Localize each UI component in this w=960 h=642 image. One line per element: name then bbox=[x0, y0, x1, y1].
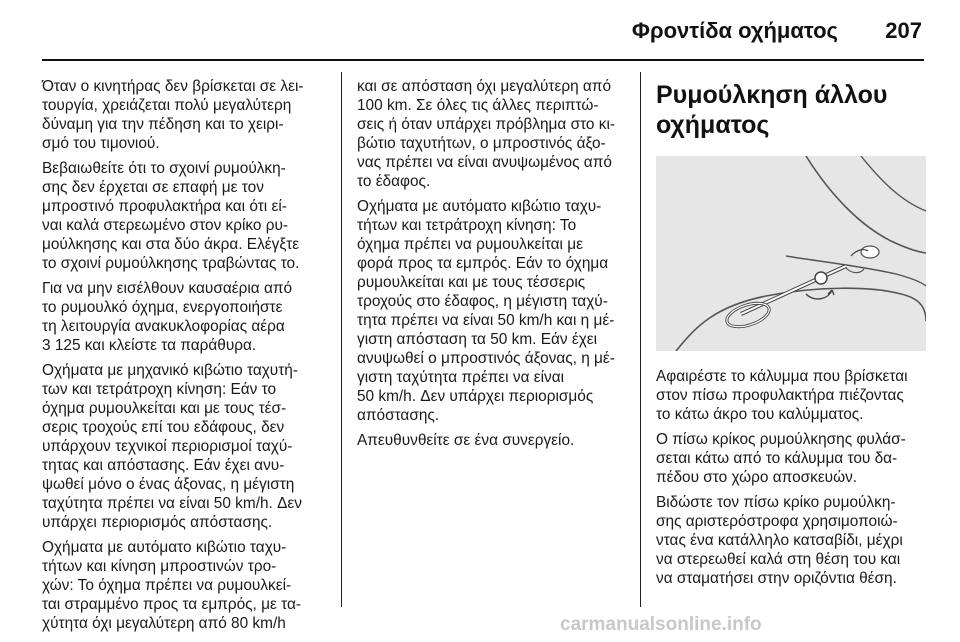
paragraph bbox=[42, 538, 326, 633]
text-line: τουργία, χρειάζεται πολύ μεγαλύτερη bbox=[42, 97, 292, 114]
paragraph bbox=[357, 77, 625, 191]
text-line: όχημα ρυμουλκείται και με τους τέσ- bbox=[42, 400, 287, 417]
text-line: απόστασης. bbox=[357, 407, 440, 424]
text-line: γιστη απόσταση τα 50 km. Εάν έχει bbox=[357, 331, 598, 348]
page-title: Φροντίδα οχήματος bbox=[631, 18, 838, 43]
paragraph bbox=[357, 431, 625, 450]
text-line: Ο πίσω κρίκος ρυμούλκησης φυλάσ- bbox=[656, 431, 906, 448]
paragraph bbox=[42, 77, 326, 153]
column-divider bbox=[640, 72, 641, 607]
text-column-1 bbox=[42, 77, 326, 639]
text-line: Οχήματα με αυτόματο κιβώτιο ταχυ- bbox=[42, 539, 287, 556]
text-line: στον πίσω προφυλακτήρα πιέζοντας bbox=[656, 387, 904, 404]
text-line: σεται κάτω από το κάλυμμα του δα- bbox=[656, 450, 898, 467]
text-line: σης δεν έρχεται σε επαφή με τον bbox=[42, 179, 264, 196]
text-line: να σταματήσει στην οριζόντια θέση. bbox=[656, 570, 897, 587]
cross-reference-link[interactable]: 3 125 και κλείστε τα παράθυρα. bbox=[42, 337, 257, 354]
paragraph bbox=[42, 159, 326, 273]
text-line: σμό του τιμονιού. bbox=[42, 135, 160, 152]
text-line: και σε απόσταση όχι μεγαλύτερη από bbox=[357, 78, 611, 95]
text-line: των και τετράτροχη κίνηση: Εάν το bbox=[42, 381, 277, 398]
text-line: τη λειτουργία ανακυκλοφορίας αέρα bbox=[42, 318, 285, 335]
text-line: σης αριστερόστροφα χρησιμοποιώ- bbox=[656, 513, 898, 530]
text-line: Βιδώστε τον πίσω κρίκο ρυμούλκη- bbox=[656, 494, 896, 511]
text-line: ντας ένα κατάλληλο κατσαβίδι, μέχρι bbox=[656, 532, 903, 549]
text-line: φορά προς τα εμπρός. Εάν το όχημα bbox=[357, 255, 609, 272]
text-line: 50 km/h. Δεν υπάρχει περιορισμός bbox=[357, 388, 594, 405]
text-line: όχημα πρέπει να ρυμουλκείται με bbox=[357, 236, 583, 253]
text-line: πέδου στο χώρο αποσκευών. bbox=[656, 469, 858, 486]
text-line: ρυμουλκείται και με τους τέσσερις bbox=[357, 274, 586, 291]
text-line: βώτιο ταχυτήτων, ο μπροστινός άξο- bbox=[357, 135, 606, 152]
text-line: το κάτω άκρο του καλύμματος. bbox=[656, 406, 864, 423]
text-line: νας πρέπει να είναι ανυψωμένος από bbox=[357, 154, 612, 171]
text-line: ται στραμμένο προς τα εμπρός, με τα- bbox=[42, 596, 301, 613]
text-line: τήτων και κίνηση μπροστινών τρο- bbox=[42, 558, 277, 575]
text-line: ανυψωθεί ο μπροστινός άξονας, η μέ- bbox=[357, 350, 615, 367]
text-line: το έδαφος. bbox=[357, 173, 431, 190]
text-line: σερις τροχούς επί του εδάφους, δεν bbox=[42, 419, 285, 436]
text-line: ναι καλά στερεωμένο στον κρίκο ρυ- bbox=[42, 217, 289, 234]
text-line: Βεβαιωθείτε ότι το σχοινί ρυμούλκη- bbox=[42, 160, 286, 177]
paragraph bbox=[42, 279, 326, 355]
text-line: Οχήματα με μηχανικό κιβώτιο ταχυτή- bbox=[42, 362, 298, 379]
text-line: Απευθυνθείτε σε ένα συνεργείο. bbox=[357, 432, 575, 449]
text-line: να στερεωθεί καλά στη θέση του και bbox=[656, 551, 901, 568]
text-line: Για να μην εισέλθουν καυσαέρια από bbox=[42, 280, 293, 297]
text-line: τητας και απόστασης. Εάν έχει ανυ- bbox=[42, 457, 285, 474]
column-divider bbox=[341, 72, 342, 607]
paragraph bbox=[656, 430, 926, 487]
text-line: το σχοινί ρυμούλκησης τραβώντας το. bbox=[42, 255, 300, 272]
text-line: 100 km. Σε όλες τις άλλες περιπτώ- bbox=[357, 97, 599, 114]
text-line: υπάρχει περιορισμός απόστασης. bbox=[42, 514, 273, 531]
watermark-text: carmanualsonline.info bbox=[560, 614, 762, 635]
text-line: Οχήματα με αυτόματο κιβώτιο ταχυ- bbox=[357, 198, 602, 215]
text-line: τήτων και τετράτροχη κίνηση: Το bbox=[357, 217, 577, 234]
page-header bbox=[0, 0, 960, 62]
text-line: ψωθεί μόνο ο ένας άξονας, η μέγιστη bbox=[42, 476, 295, 493]
section-title-line: Ρυμούλκηση άλλου bbox=[656, 81, 888, 109]
text-line: σεις ή όταν υπάρχει πρόβλημα στο κι- bbox=[357, 116, 616, 133]
text-column-2 bbox=[357, 77, 625, 456]
paragraph bbox=[656, 367, 926, 424]
section-title-line: οχήματος bbox=[656, 111, 770, 139]
text-line: δύναμη για την πέδηση και το χειρι- bbox=[42, 116, 284, 133]
text-line: γιστη ταχύτητα πρέπει να είναι bbox=[357, 369, 565, 386]
text-line: τροχούς στο έδαφος, η μέγιστη ταχύ- bbox=[357, 293, 608, 310]
text-line: μπροστινό προφυλακτήρα και ότι εί- bbox=[42, 198, 287, 215]
text-line: τητα πρέπει να είναι 50 km/h και η μέ- bbox=[357, 312, 615, 329]
bumper-tow-eye-drawing bbox=[656, 156, 926, 351]
text-line: Αφαιρέστε το κάλυμμα που βρίσκεται bbox=[656, 368, 908, 385]
text-line: ταχύτητα πρέπει να είναι 50 km/h. Δεν bbox=[42, 495, 302, 512]
text-line: χύτητα όχι μεγαλύτερη από 80 km/h bbox=[42, 615, 286, 632]
text-line: υπάρχουν τεχνικοί περιορισμοί ταχύ- bbox=[42, 438, 293, 455]
paragraph bbox=[357, 197, 625, 425]
text-line: το ρυμουλκό όχημα, ενεργοποιήστε bbox=[42, 299, 283, 316]
text-line: μούλκησης και στα δύο άκρα. Ελέγξτε bbox=[42, 236, 300, 253]
text-line: Όταν ο κινητήρας δεν βρίσκεται σε λει- bbox=[42, 78, 304, 95]
paragraph bbox=[656, 493, 926, 588]
text-column-3 bbox=[656, 80, 926, 594]
header-divider bbox=[42, 59, 924, 61]
tow-hook-illustration bbox=[656, 156, 926, 351]
text-line: χών: Το όχημα πρέπει να ρυμουλκεί- bbox=[42, 577, 292, 594]
section-title bbox=[656, 80, 926, 140]
paragraph bbox=[42, 361, 326, 532]
page-number: 207 bbox=[885, 18, 922, 43]
